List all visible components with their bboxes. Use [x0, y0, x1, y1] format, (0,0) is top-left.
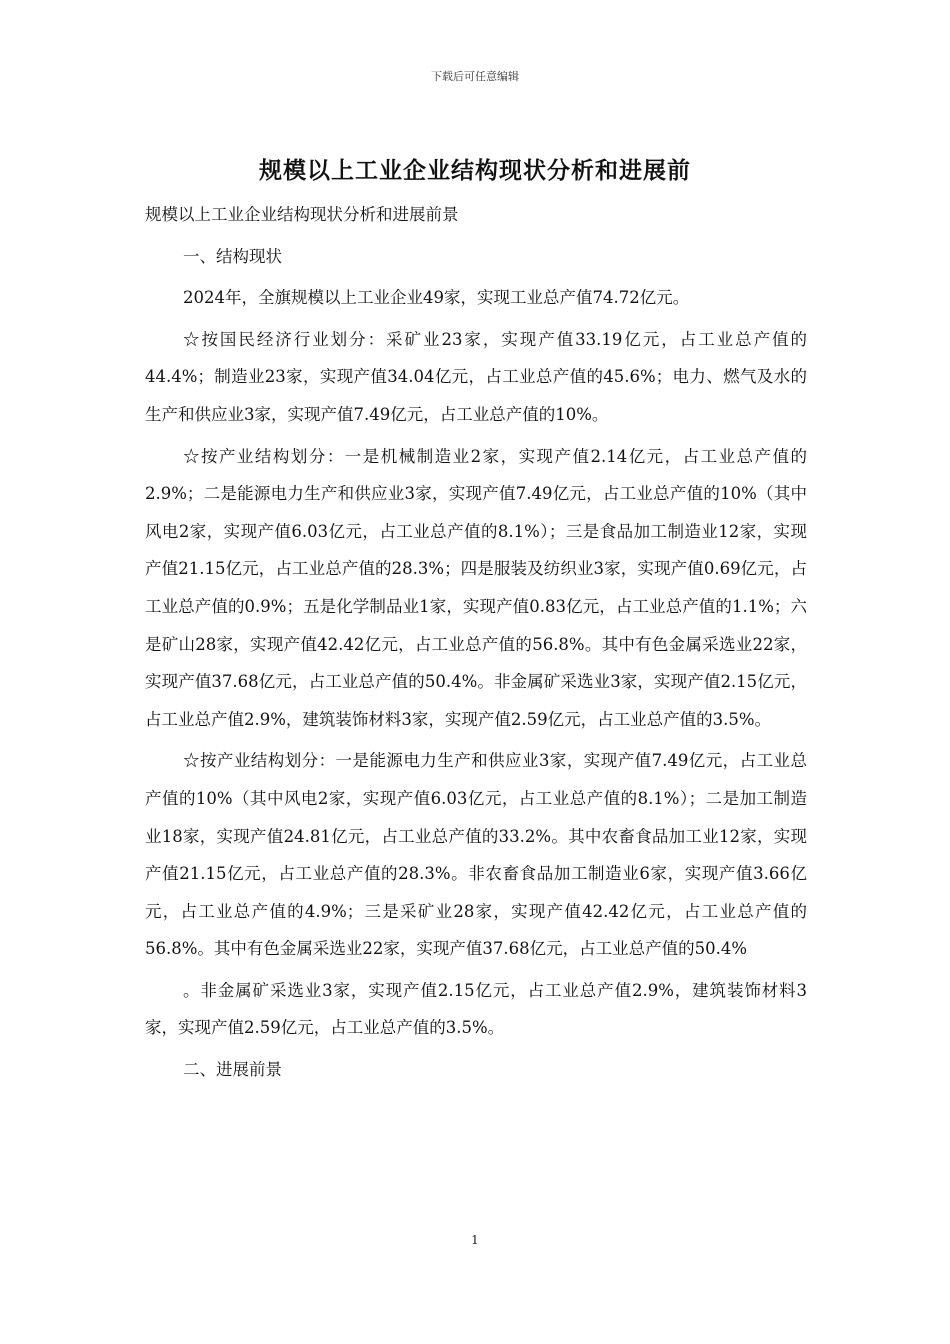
- paragraph-summary: 2024年，全旗规模以上工业企业49家，实现工业总产值74.72亿元。: [183, 288, 690, 308]
- header-note: 下载后可任意编辑: [431, 70, 519, 83]
- paragraph-nonmetal: 。非金属矿采选业3家，实现产值2.15亿元，占工业总产值2.9%，建筑装饰材料3家，实现产值2.59亿元，占工业总产值的3.5%。: [145, 980, 807, 1038]
- document-subtitle: 规模以上工业企业结构现状分析和进展前景: [145, 205, 459, 224]
- section-heading-structure: 一、结构现状: [183, 246, 282, 266]
- page-number: 1: [471, 1233, 479, 1247]
- paragraph-by-industry: ☆按国民经济行业划分：采矿业23家，实现产值33.19亿元，占工业总产值的44.4%；制造业23家，实现产值34.04亿元，占工业总产值的45.6%；电力、燃气及水的生产和供应业3家，实现产值7.49亿元，占工业总产值的10%。: [145, 329, 807, 424]
- document-title: 规模以上工业企业结构现状分析和进展前: [259, 158, 691, 184]
- section-heading-prospects: 二、进展前景: [183, 1060, 282, 1080]
- document-body: [145, 196, 807, 1089]
- paragraph-by-structure-1: ☆按产业结构划分：一是机械制造业2家，实现产值2.14亿元，占工业总产值的2.9%；二是能源电力生产和供应业3家，实现产值7.49亿元，占工业总产值的10%（其中风电2家，实现产值6.03亿元，占工业总产值的8.1%）；三是食品加工制造业12家，实现产值21.15亿元，占工业总产值的28.3%；四是服装及纺织业3家，实现产值0.69亿元，占工业总产值的0.9%；五是化学制品业1家，实现产值0.83亿元，占工业总产值的1.1%；六是矿山28家，实现产值42.42亿元，占工业总产值的56.8%。其中有色金属采选业22家，实现产值37.68亿元，占工业总产值的50.4%。非金属矿采选业3家，实现产值2.15亿元，占工业总产值2.9%，建筑装饰材料3家，实现产值2.59亿元，占工业总产值的3.5%。: [145, 446, 807, 729]
- paragraph-by-structure-2: ☆按产业结构划分：一是能源电力生产和供应业3家，实现产值7.49亿元，占工业总产值的10%（其中风电2家，实现产值6.03亿元，占工业总产值的8.1%）；二是加工制造业18家，实现产值24.81亿元，占工业总产值的33.2%。其中农畜食品加工业12家，实现产值21.15亿元，占工业总产值的28.3%。非农畜食品加工制造业6家，实现产值3.66亿元，占工业总产值的4.9%；三是采矿业28家，实现产值42.42亿元，占工业总产值的56.8%。其中有色金属采选业22家，实现产值37.68亿元，占工业总产值的50.4%: [145, 751, 807, 959]
